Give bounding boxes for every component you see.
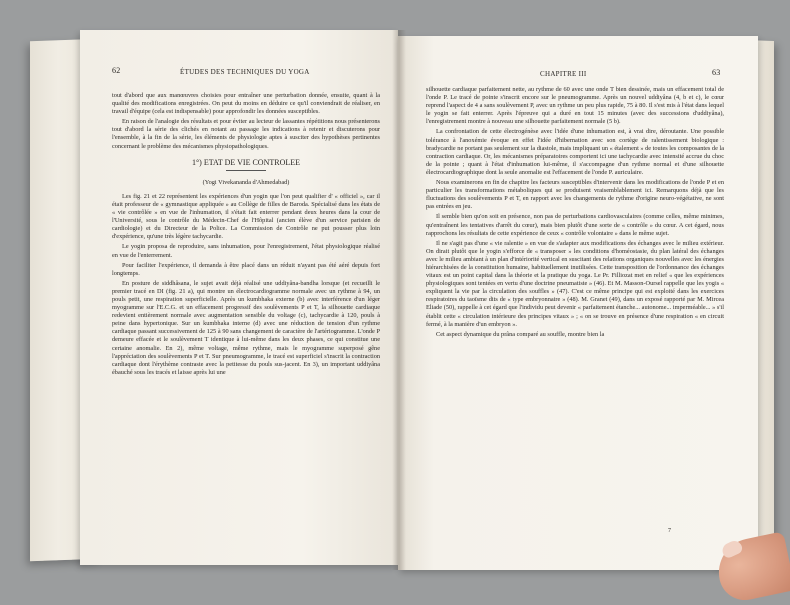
left-paragraph-2: En raison de l'analogie des résultats et pour éviter au lecteur de lassantes répétitions nous présenterons tout d'abord la série des clichés en notant au passage les indications à retenir et discuterons pour l'ensemble, à la fin de la série, les éléments de physiologie aptes à susciter des hypothèses pertinentes concernant le problème des mécanismes physiopathologiques. [112, 118, 380, 150]
signature-mark: 7 [668, 528, 671, 534]
right-paragraph-6: Cet aspect dynamique du prâna comparé au souffle, montre bien la [436, 330, 605, 338]
book-gutter [392, 30, 406, 570]
section-title: 1°) ETAT DE VIE CONTROLEE [191, 157, 301, 167]
left-page-number: 62 [112, 66, 121, 75]
right-paragraph-2: La confrontation de cette électrogénèse avec l'idée d'une inhumation est, à vrai dire, déroutante. Une possible tolérance à l'anoxémie évoque en effet l'idée d'hibernation avec son cortège de ralentissement biologique : bradycardie ne portant pas seulement sur la diastole, mais impliquant un « étalement » de toutes les composantes de la contraction cardiaque. Or, les mécanismes préparatoires comportent ici une tachycardie avec intensité accrue du choc de la pointe ; quant à l'état d'inhumation lui-même, il s'accompagne d'un rythme normal et d'une silhouette électrocardiographique dont la seule anomalie est l'effacement de l'onde P. auriculaire. [426, 128, 724, 176]
right-paragraph-3: Nous examinerons en fin de chapitre les facteurs susceptibles d'intervenir dans les modifications de l'onde P et en particulier les transformations métaboliques qui se produisent vraisemblablement ici. Remarquons déjà que les fluctuations des soulèvements P et T, en rapport avec les changements de rythme d'origine neuro-végétative, ne sont pas entrées en jeu. [426, 179, 724, 211]
left-paragraph-4: Le yogin proposa de reproduire, sans inhumation, pour l'enregistrement, l'état physiologique réalisé en vue de l'enterrement. [112, 243, 380, 259]
right-paragraph-1: silhouette cardiaque parfaitement nette, au rythme de 60 avec une onde T bien dessinée, mais un effacement total de l'onde P. Le tracé de pointe s'inscrit encore sur le pneumogramme. Après un nouvel uddiyâna (4, b et c), le cœur reprend l'aspect de 4 a sans soulèvement P, avec un rythme un peu plus rapide, 75 à 80. Il s'est mis à l'état dans lequel le yogin se fait enterrer. Après l'épreuve qui a duré en tout 15 minutes (avec des successions d'uddiyâna), l'enregistrement montre à nouveau une silhouette parfaitement normale (5 b). [426, 86, 724, 126]
right-page-number: 63 [712, 68, 721, 77]
right-running-head: CHAPITRE III [540, 70, 587, 78]
right-paragraph-4: Il semble bien qu'on soit en présence, non pas de perturbations cardiovasculaires (comme celles, même minimes, qu'entraînent les tentatives d'arrêt du cœur), mais bien plutôt d'une sorte de « contrôle » du cœur. A cet égard, nous rapprochons les résultats de cette expérience de ceux « contrôle volontaire » dans le même sujet. [426, 213, 724, 237]
section-subtitle: (Yogi Vivekananda d'Ahmedabad) [202, 178, 290, 186]
left-paragraph-5: Pour faciliter l'expérience, il demanda à être placé dans un réduit n'ayant pas été aéré depuis fort longtemps. [112, 261, 380, 277]
left-paragraph-6: En posture de siddhâsana, le sujet avait déjà réalisé une uddiyâna-bandha lorsque (et recueilli le premier tracé en DI (fig. 21 a), qui montre un électrocardiogramme normale avec un rythme à 94, un pouls petit, une respiration superficielle. Après un kumbhaka externe (b) avec interférence d'un léger myogramme sur l'E.C.G. et un effacement progressif des soulèvements P et T, la silhouette cardiaque redevient entièrement normale avec augmentation sensible du voltage (c), tachycardie à 120, pouls à peine dans hypertonique. Sur un kumbhaka interne (d) avec une réduction de tension d'un rythme cardiaque passant successivement de 125 à 90 sans changement de caractère de l'artériogramme. L'onde P demeure effacée et le soulèvement T identique à lui-même dans les deux phases, ce qui constitue une certaine anomalie. En 2), même voltage, même rythme, mais le myogramme superposé gêne l'appréciation des soulèvements P et T. Sur pneumogramme, le tracé est superficiel s'inscrit la contraction cardiaque dont l'érythème contraste avec la petitesse du pouls sus-jacent. En 3), un important uddiyâna ébauché sous les tracés et laisse après lui une [112, 279, 380, 376]
section-rule [226, 170, 266, 171]
left-paragraph-1: tout d'abord que aux manœuvres choisies pour entraîner une perturbation donnée, ensuite, quant à la qualité des modifications enregistrées. On peut du moins en déduire ce qu'il conviendrait de réaliser, en travail d'équipe (cela est indispensable) pour approfondir les données susceptibles. [112, 92, 380, 116]
right-paragraph-5: Il ne s'agit pas d'une « vie ralentie » en vue de s'adapter aux modifications des échanges avec le milieu extérieur. On dirait plutôt que le yogin s'efforce de « transposer » les conditions d'homéostasie, du plan latéral des échanges avec le milieu ambiant à un plan d'intériorité vertical en suscitant des relations organiques nouvelles avec les énergies hiérarchisées de la constitution humaine, habituellement inutilisées. Cette transposition de l'ordonnance des échanges vitaux est un point capital dans la théorie et la pratique du yoga. Le Pr. Filliozat met en relief « que les expériences physiologiques sont tentées en vertu d'une doctrine pneumatiste » (46). Et M. Masson-Oursel rappelle que les yogis « expliquent la vie par la circulation des souffles » (47). C'est ce même principe qui est exploité dans les exercices respiratoires du taoïsme dits de « type embryonnaire » (48). M. Granet (49), dans un exposé rapporté par M. Mircea Eliade (50), rappelle à cet égard que l'individu peut devenir « parfaitement étanche... autonome... imperméable... » s'il établit cette « circulation intérieure des principes vitaux » ; « on se trouve en présence d'une respiration « en circuit fermé, à la manière d'un embryon ». [426, 239, 724, 328]
right-page-body [426, 86, 724, 526]
left-page-body [112, 92, 380, 554]
left-running-head: ÉTUDES DES TECHNIQUES DU YOGA [180, 68, 310, 76]
left-paragraph-3: Les fig. 21 et 22 représentent les expériences d'un yogin que l'on peut qualifier d' « officiel », car il était professeur de « gymnastique appliquée » au Collège de filles de Baroda. Spécialisé dans les états de « vie contrôlée » en vue de l'inhumation, il s'était fait enterrer pendant deux heures dans la cour de l'Université, sous le contrôle du Médecin-Chef de l'Hôpital (ancien élève d'un service parisien de cardiologie) et du Directeur de la Police. La Commission de Contrôle ne put pousser plus loin d'expérience, qu'une très légère tachycardie. [112, 192, 380, 241]
